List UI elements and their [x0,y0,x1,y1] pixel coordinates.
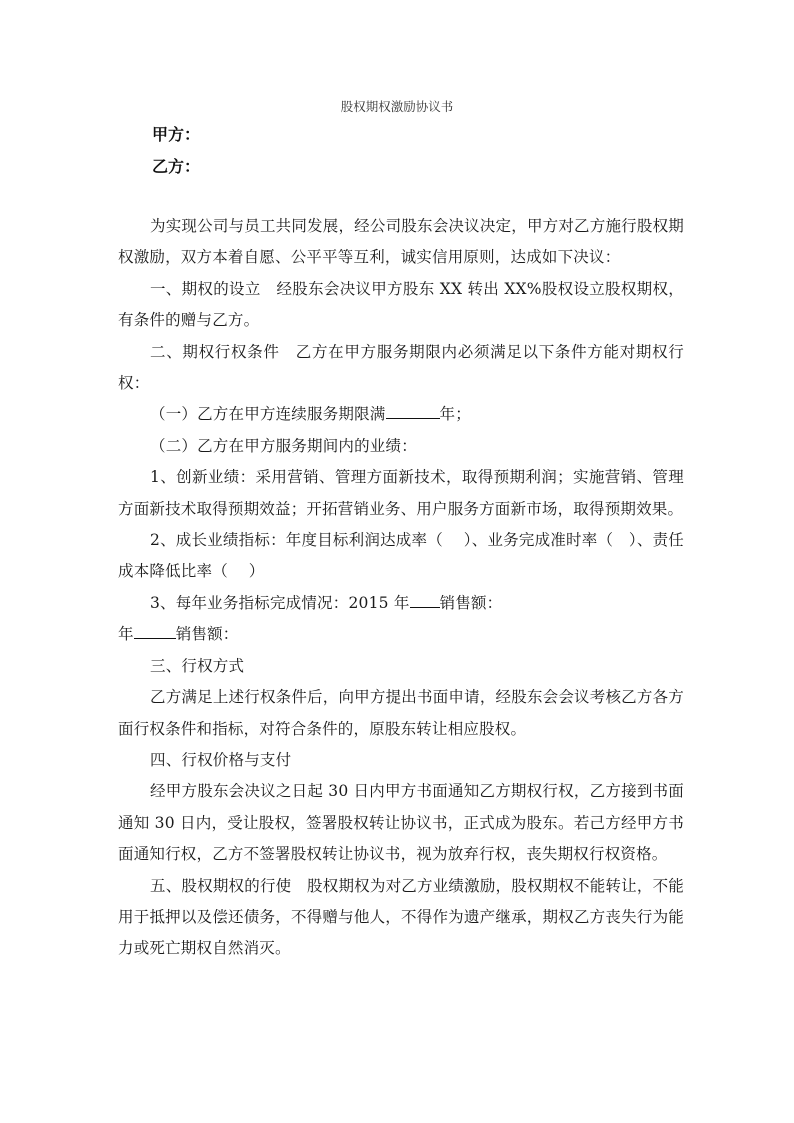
year-2015-blank[interactable] [410,593,440,608]
section-4-heading: 四、行权价格与支付 [150,750,292,769]
item-3-suffix: 销售额： [439,593,503,612]
item-1-innovation: 1、创新业绩：采用营销、管理方面新技术，取得预期利润；实施营销、管理方面新技术取得预期效益；开拓营销业务、用户服务方面新市场，取得预期效果。 [118,468,684,518]
document-title: 股权期权激励协议书 [340,99,454,114]
party-b-label: 乙方： [152,157,201,176]
section-5-exercise: 五、股权期权的行使 股权期权为对乙方业绩激励，股权期权不能转让，不能用于抵押以及偿还债务，不得赠与他人，不得作为遗产继承，期权乙方丧失行为能力或死亡期权自然消灭。 [118,876,684,958]
item-3-annual-targets [118,588,684,619]
item-3-line-2 [118,619,684,650]
party-a-label: 甲方： [152,125,201,144]
sales-label: 销售额： [175,625,239,644]
section-3-body: 乙方满足上述行权条件后，向甲方提出书面申请，经股东会会议考核乙方各方面行权条件和指标，对符合条件的，原股东转让相应股权。 [118,688,684,738]
section-2-exercise-conditions: 二、期权行权条件 乙方在甲方服务期限内必须满足以下条件方能对期权行权： [118,342,684,393]
item-3-text: 3、每年业务指标完成情况：2015 年 [150,593,410,612]
document-body [118,211,684,965]
section-4-body: 经甲方股东会决议之日起 30 日内甲方书面通知乙方期权行权，乙方接到书面通知 30 日内，受让股权，签署股权转让协议书，正式成为股东。若己方经甲方书面通知行权，乙方不签署股权转让协议书，视为放弃行权，丧失期权行权资格。 [118,782,684,864]
year-blank[interactable] [134,624,176,639]
condition-1 [118,399,684,430]
year-label: 年 [118,625,134,644]
condition-2: （二）乙方在甲方服务期间内的业绩： [150,436,417,455]
service-years-blank[interactable] [386,404,440,419]
intro-paragraph: 为实现公司与员工共同发展，经公司股东会决议决定，甲方对乙方施行股权期权激励，双方本着自愿、公平平等互利，诚实信用原则，达成如下决议： [118,217,684,267]
section-3-heading: 三、行权方式 [150,656,245,675]
condition-1-text: （一）乙方在甲方连续服务期限满 [150,405,386,424]
item-2-growth-metrics: 2、成长业绩指标：年度目标利润达成率（ ）、业务完成准时率（ ）、责任成本降低比率（ ） [118,531,684,581]
section-1-option-setup: 一、期权的设立 经股东会决议甲方股东 XX 转出 XX%股权设立股权期权，有条件的赠与乙方。 [118,279,684,330]
condition-1-suffix: 年； [439,405,471,424]
